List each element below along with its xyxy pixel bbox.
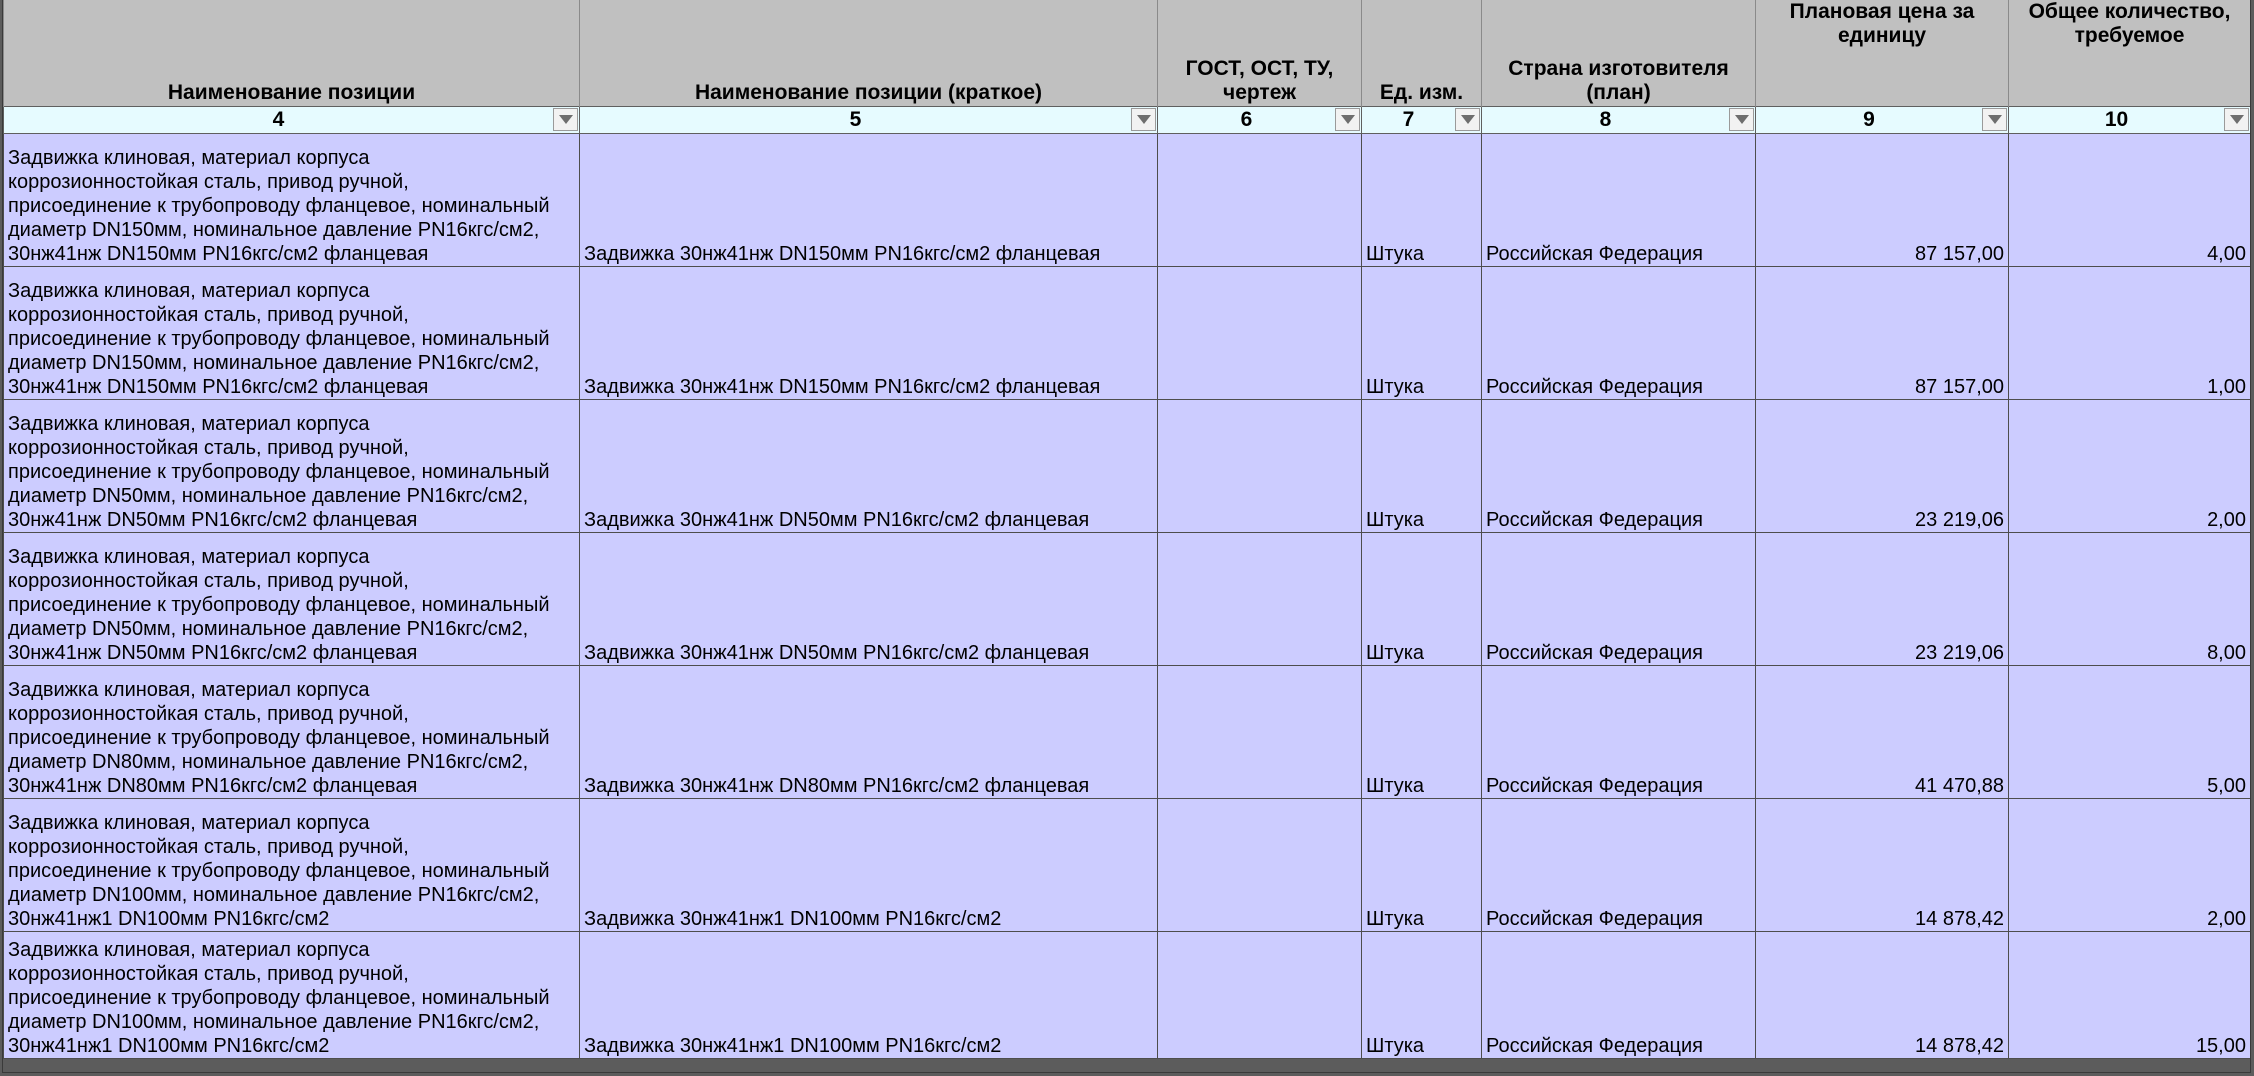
cell-total-quantity[interactable]	[2009, 533, 2251, 666]
cell-country[interactable]	[1482, 533, 1756, 666]
cell-position-short-name[interactable]	[580, 799, 1158, 932]
column-number-cell: 4	[4, 107, 580, 134]
table-body	[4, 134, 2251, 1059]
cell-total-quantity-text: 5,00	[2207, 775, 2246, 797]
cell-unit-text: Штука	[1366, 1035, 1425, 1057]
cell-country-text: Российская Федерация	[1486, 509, 1704, 531]
cell-position-name-text: Задвижка клиновая, материал корпуса коррозионностойкая сталь, привод ручной, присоединение к трубопроводу фланцевое, номинальный диаметр DN100мм, номинальное давление PN16кгс/см2, 30нж41нж1 DN100мм PN16кгс/см2	[8, 812, 550, 930]
cell-unit[interactable]	[1362, 400, 1482, 533]
cell-planned-price-text: 87 157,00	[1915, 243, 2004, 265]
cell-unit-text: Штука	[1366, 642, 1425, 664]
filter-button[interactable]	[1455, 108, 1480, 131]
cell-position-short-name[interactable]	[580, 533, 1158, 666]
cell-position-short-name-text: Задвижка 30нж41нж DN80мм PN16кгс/см2 фланцевая	[584, 775, 1090, 797]
dropdown-arrow-icon	[1988, 115, 2002, 124]
cell-position-name-text: Задвижка клиновая, материал корпуса коррозионностойкая сталь, привод ручной, присоединение к трубопроводу фланцевое, номинальный диаметр DN50мм, номинальное давление PN16кгс/см2, 30нж41нж DN50мм PN16кгс/см2 фланцевая	[8, 546, 550, 664]
cell-position-short-name-text: Задвижка 30нж41нж DN50мм PN16кгс/см2 фланцевая	[584, 642, 1090, 664]
cell-unit[interactable]	[1362, 134, 1482, 267]
cell-country-text: Российская Федерация	[1486, 376, 1704, 398]
cell-planned-price[interactable]	[1756, 400, 2009, 533]
cell-standard[interactable]	[1158, 932, 1362, 1059]
header-country: Страна изготовителя (план)	[1482, 0, 1756, 107]
table-row	[4, 533, 2251, 666]
cell-planned-price-text: 14 878,42	[1915, 1035, 2004, 1057]
cell-planned-price[interactable]	[1756, 533, 2009, 666]
cell-unit-text: Штука	[1366, 775, 1425, 797]
cell-position-name-text: Задвижка клиновая, материал корпуса коррозионностойкая сталь, привод ручной, присоединение к трубопроводу фланцевое, номинальный диаметр DN150мм, номинальное давление PN16кгс/см2, 30нж41нж DN150мм PN16кгс/см2 фланцевая	[8, 147, 550, 265]
cell-unit[interactable]	[1362, 799, 1482, 932]
filter-button[interactable]	[1131, 108, 1156, 131]
header-position-short-name: Наименование позиции (краткое)	[580, 0, 1158, 107]
cell-country-text: Российская Федерация	[1486, 908, 1704, 930]
table-row	[4, 932, 2251, 1059]
cell-unit[interactable]	[1362, 932, 1482, 1059]
cell-planned-price-text: 41 470,88	[1915, 775, 2004, 797]
cell-unit[interactable]	[1362, 533, 1482, 666]
cell-position-name[interactable]	[4, 267, 580, 400]
cell-position-name[interactable]	[4, 799, 580, 932]
cell-country[interactable]	[1482, 134, 1756, 267]
cell-position-short-name-text: Задвижка 30нж41нж1 DN100мм PN16кгс/см2	[584, 908, 1002, 930]
cell-position-name-text: Задвижка клиновая, материал корпуса коррозионностойкая сталь, привод ручной, присоединение к трубопроводу фланцевое, номинальный диаметр DN50мм, номинальное давление PN16кгс/см2, 30нж41нж DN50мм PN16кгс/см2 фланцевая	[8, 413, 550, 531]
cell-planned-price-text: 23 219,06	[1915, 509, 2004, 531]
cell-unit-text: Штука	[1366, 908, 1425, 930]
cell-position-name-text: Задвижка клиновая, материал корпуса коррозионностойкая сталь, привод ручной, присоединение к трубопроводу фланцевое, номинальный диаметр DN100мм, номинальное давление PN16кгс/см2, 30нж41нж1 DN100мм PN16кгс/см2	[8, 939, 550, 1057]
cell-position-short-name[interactable]	[580, 400, 1158, 533]
column-number-cell: 5	[580, 107, 1158, 134]
filter-button[interactable]	[2224, 108, 2249, 131]
filter-button[interactable]	[1729, 108, 1754, 131]
column-number-cell: 8	[1482, 107, 1756, 134]
table-row	[4, 400, 2251, 533]
cell-total-quantity[interactable]	[2009, 799, 2251, 932]
cell-country[interactable]	[1482, 932, 1756, 1059]
cell-country-text: Российская Федерация	[1486, 775, 1704, 797]
cell-unit-text: Штука	[1366, 509, 1425, 531]
cell-planned-price[interactable]	[1756, 932, 2009, 1059]
cell-position-name[interactable]	[4, 533, 580, 666]
cell-standard[interactable]	[1158, 666, 1362, 799]
cell-country[interactable]	[1482, 267, 1756, 400]
cell-position-name[interactable]	[4, 932, 580, 1059]
cell-unit-text: Штука	[1366, 376, 1425, 398]
cell-planned-price-text: 14 878,42	[1915, 908, 2004, 930]
table-row	[4, 267, 2251, 400]
cell-unit-text: Штука	[1366, 243, 1425, 265]
cell-position-name-text: Задвижка клиновая, материал корпуса коррозионностойкая сталь, привод ручной, присоединение к трубопроводу фланцевое, номинальный диаметр DN80мм, номинальное давление PN16кгс/см2, 30нж41нж DN80мм PN16кгс/см2 фланцевая	[8, 679, 550, 797]
cell-planned-price[interactable]	[1756, 666, 2009, 799]
dropdown-arrow-icon	[1341, 115, 1355, 124]
cell-position-short-name-text: Задвижка 30нж41нж DN150мм PN16кгс/см2 фланцевая	[584, 376, 1101, 398]
cell-country[interactable]	[1482, 799, 1756, 932]
cell-total-quantity[interactable]	[2009, 932, 2251, 1059]
cell-planned-price[interactable]	[1756, 134, 2009, 267]
dropdown-arrow-icon	[1461, 115, 1475, 124]
dropdown-arrow-icon	[1137, 115, 1151, 124]
filter-button[interactable]	[1982, 108, 2007, 131]
column-number-cell: 6	[1158, 107, 1362, 134]
data-table	[3, 0, 2250, 1059]
header-unit: Ед. изм.	[1362, 0, 1482, 107]
cell-country[interactable]	[1482, 666, 1756, 799]
cell-standard[interactable]	[1158, 799, 1362, 932]
cell-standard[interactable]	[1158, 533, 1362, 666]
cell-position-short-name-text: Задвижка 30нж41нж DN150мм PN16кгс/см2 фланцевая	[584, 243, 1101, 265]
cell-standard[interactable]	[1158, 134, 1362, 267]
cell-planned-price[interactable]	[1756, 267, 2009, 400]
cell-total-quantity[interactable]	[2009, 400, 2251, 533]
cell-unit[interactable]	[1362, 666, 1482, 799]
cell-total-quantity[interactable]	[2009, 267, 2251, 400]
header-standard: ГОСТ, ОСТ, ТУ, чертеж	[1158, 0, 1362, 107]
cell-country-text: Российская Федерация	[1486, 1035, 1704, 1057]
cell-total-quantity-text: 15,00	[2195, 1035, 2246, 1057]
cell-total-quantity-text: 8,00	[2207, 642, 2246, 664]
cell-planned-price-text: 87 157,00	[1915, 376, 2004, 398]
column-number-cell: 9	[1756, 107, 2009, 134]
dropdown-arrow-icon	[2230, 115, 2244, 124]
table-row	[4, 799, 2251, 932]
cell-total-quantity-text: 4,00	[2207, 243, 2246, 265]
cell-position-name[interactable]	[4, 666, 580, 799]
header-position-name: Наименование позиции	[4, 0, 580, 107]
cell-position-short-name[interactable]	[580, 267, 1158, 400]
cell-total-quantity[interactable]	[2009, 134, 2251, 267]
cell-position-short-name[interactable]	[580, 932, 1158, 1059]
dropdown-arrow-icon	[559, 115, 573, 124]
cell-total-quantity-text: 2,00	[2207, 509, 2246, 531]
cell-position-name[interactable]	[4, 400, 580, 533]
cell-planned-price-text: 23 219,06	[1915, 642, 2004, 664]
filter-button[interactable]	[1335, 108, 1360, 131]
cell-total-quantity-text: 2,00	[2207, 908, 2246, 930]
cell-position-name-text: Задвижка клиновая, материал корпуса коррозионностойкая сталь, привод ручной, присоединение к трубопроводу фланцевое, номинальный диаметр DN150мм, номинальное давление PN16кгс/см2, 30нж41нж DN150мм PN16кгс/см2 фланцевая	[8, 280, 550, 398]
cell-total-quantity[interactable]	[2009, 666, 2251, 799]
cell-position-short-name-text: Задвижка 30нж41нж DN50мм PN16кгс/см2 фланцевая	[584, 509, 1090, 531]
cell-country[interactable]	[1482, 400, 1756, 533]
header-total-quantity: Общее количество, требуемое	[2009, 0, 2251, 107]
cell-position-short-name[interactable]	[580, 666, 1158, 799]
column-number-cell: 7	[1362, 107, 1482, 134]
filter-button[interactable]	[553, 108, 578, 131]
cell-standard[interactable]	[1158, 400, 1362, 533]
cell-standard[interactable]	[1158, 267, 1362, 400]
table-row	[4, 666, 2251, 799]
cell-unit[interactable]	[1362, 267, 1482, 400]
dropdown-arrow-icon	[1735, 115, 1749, 124]
cell-position-short-name[interactable]	[580, 134, 1158, 267]
cell-total-quantity-text: 1,00	[2207, 376, 2246, 398]
spreadsheet	[3, 0, 2250, 1072]
column-number-cell: 10	[2009, 107, 2251, 134]
cell-planned-price[interactable]	[1756, 799, 2009, 932]
cell-country-text: Российская Федерация	[1486, 642, 1704, 664]
cell-country-text: Российская Федерация	[1486, 243, 1704, 265]
header-row	[4, 0, 2251, 107]
column-number-row	[4, 107, 2251, 134]
table-row	[4, 134, 2251, 267]
header-planned-price: Плановая цена за единицу	[1756, 0, 2009, 107]
cell-position-short-name-text: Задвижка 30нж41нж1 DN100мм PN16кгс/см2	[584, 1035, 1002, 1057]
cell-position-name[interactable]	[4, 134, 580, 267]
